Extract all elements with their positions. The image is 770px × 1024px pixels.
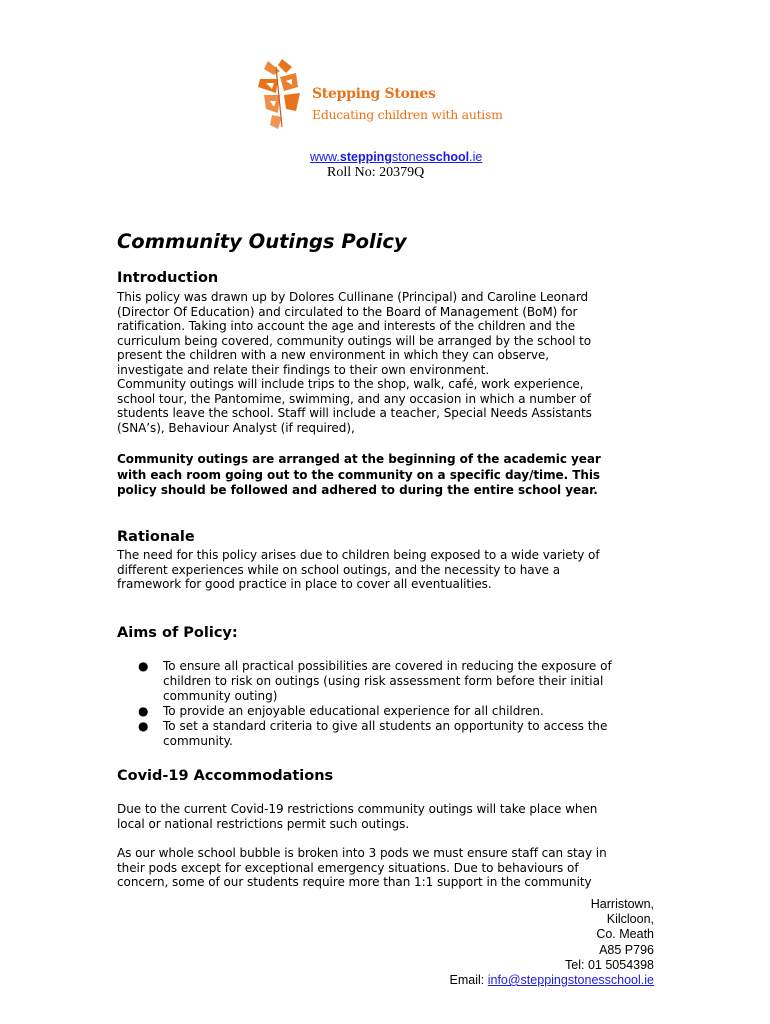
text-line: curriculum being covered, community outings will be arranged by the school to xyxy=(117,333,592,348)
list-item: ● To ensure all practical possibilities are covered in reducing the exposure of children to risk on outings (using risk assessment form before their initial community outing) xyxy=(138,659,612,703)
text-line: with each room going out to the community on a specific day/time. This xyxy=(117,467,601,482)
text-line: Due to the current Covid-19 restrictions community outings will take place when xyxy=(117,802,598,816)
page-title: Community Outings Policy xyxy=(117,230,407,253)
school-logo xyxy=(256,57,506,132)
text-line: The need for this policy arises due to children being exposed to a wide variety of xyxy=(117,548,600,562)
rationale-heading: Rationale xyxy=(117,529,195,545)
covid-text-1 xyxy=(117,802,677,831)
text-line: As our whole school bubble is broken into 3 pods we must ensure staff can stay in xyxy=(117,846,607,860)
bullet-icon: ● xyxy=(138,704,149,718)
roll-number: Roll No: 20379Q xyxy=(327,165,425,180)
text-line: investigate and relate their findings to their own environment. xyxy=(117,362,490,377)
covid-text-2 xyxy=(117,846,677,890)
brand-tagline: Educating children with autism xyxy=(312,107,503,122)
text-line: ratification. Taking into account the age and interests of the children and the xyxy=(117,319,576,333)
text-line: framework for good practice in place to cover all eventualities. xyxy=(117,577,492,591)
rationale-text xyxy=(117,548,677,592)
school-address xyxy=(450,897,654,988)
bullet-icon: ● xyxy=(138,659,149,673)
text-line: different experiences while on school outings, and the necessity to have a xyxy=(117,562,561,577)
text-line: local or national restrictions permit such outings. xyxy=(117,816,410,831)
list-item: ● To provide an enjoyable educational experience for all children. xyxy=(138,704,544,718)
text-line: present the children with a new environment in which they can observe, xyxy=(117,348,550,362)
address-line: Harristown, xyxy=(590,897,654,911)
text-line: policy should be followed and adhered to during the entire school year. xyxy=(117,483,598,497)
text-line: their pods except for exceptional emergency situations. Due to behaviours of xyxy=(117,860,579,875)
aims-heading: Aims of Policy: xyxy=(117,625,238,641)
text-line: (Director Of Education) and circulated to the Board of Management (BoM) for xyxy=(117,304,578,319)
list-item: ● To set a standard criteria to give all students an opportunity to access the community. xyxy=(138,719,608,748)
butterfly-logo-icon xyxy=(256,57,312,132)
website-link[interactable]: www.steppingstonesschool.ie xyxy=(310,150,483,164)
email-line: Email: info@steppingstonesschool.ie xyxy=(449,973,654,988)
text-line: Community outings are arranged at the beginning of the academic year xyxy=(117,452,601,466)
text-line: students leave the school. Staff will include a teacher, Special Needs Assistants xyxy=(117,406,592,420)
text-line: concern, some of our students require more than 1:1 support in the community xyxy=(117,875,592,889)
address-line: A85 P796 xyxy=(599,942,654,957)
address-line: Co. Meath xyxy=(596,927,654,942)
aims-list xyxy=(117,659,677,749)
covid-heading: Covid-19 Accommodations xyxy=(117,768,334,784)
address-line: Kilcloon, xyxy=(606,912,654,927)
text-line: (SNA’s), Behaviour Analyst (if required), xyxy=(117,420,355,435)
introduction-bold-text xyxy=(117,452,677,499)
text-line: Community outings will include trips to the shop, walk, café, work experience, xyxy=(117,377,584,391)
text-line: school tour, the Pantomime, swimming, and any occasion in which a number of xyxy=(117,391,592,406)
introduction-heading: Introduction xyxy=(117,270,219,286)
text-line: This policy was drawn up by Dolores Cullinane (Principal) and Caroline Leonard xyxy=(117,290,589,304)
email-link[interactable]: info@steppingstonesschool.ie xyxy=(487,973,654,988)
brand-name: Stepping Stones xyxy=(312,86,436,102)
bullet-icon: ● xyxy=(138,719,149,733)
phone-line: Tel: 01 5054398 xyxy=(565,957,654,972)
introduction-text xyxy=(117,290,677,435)
